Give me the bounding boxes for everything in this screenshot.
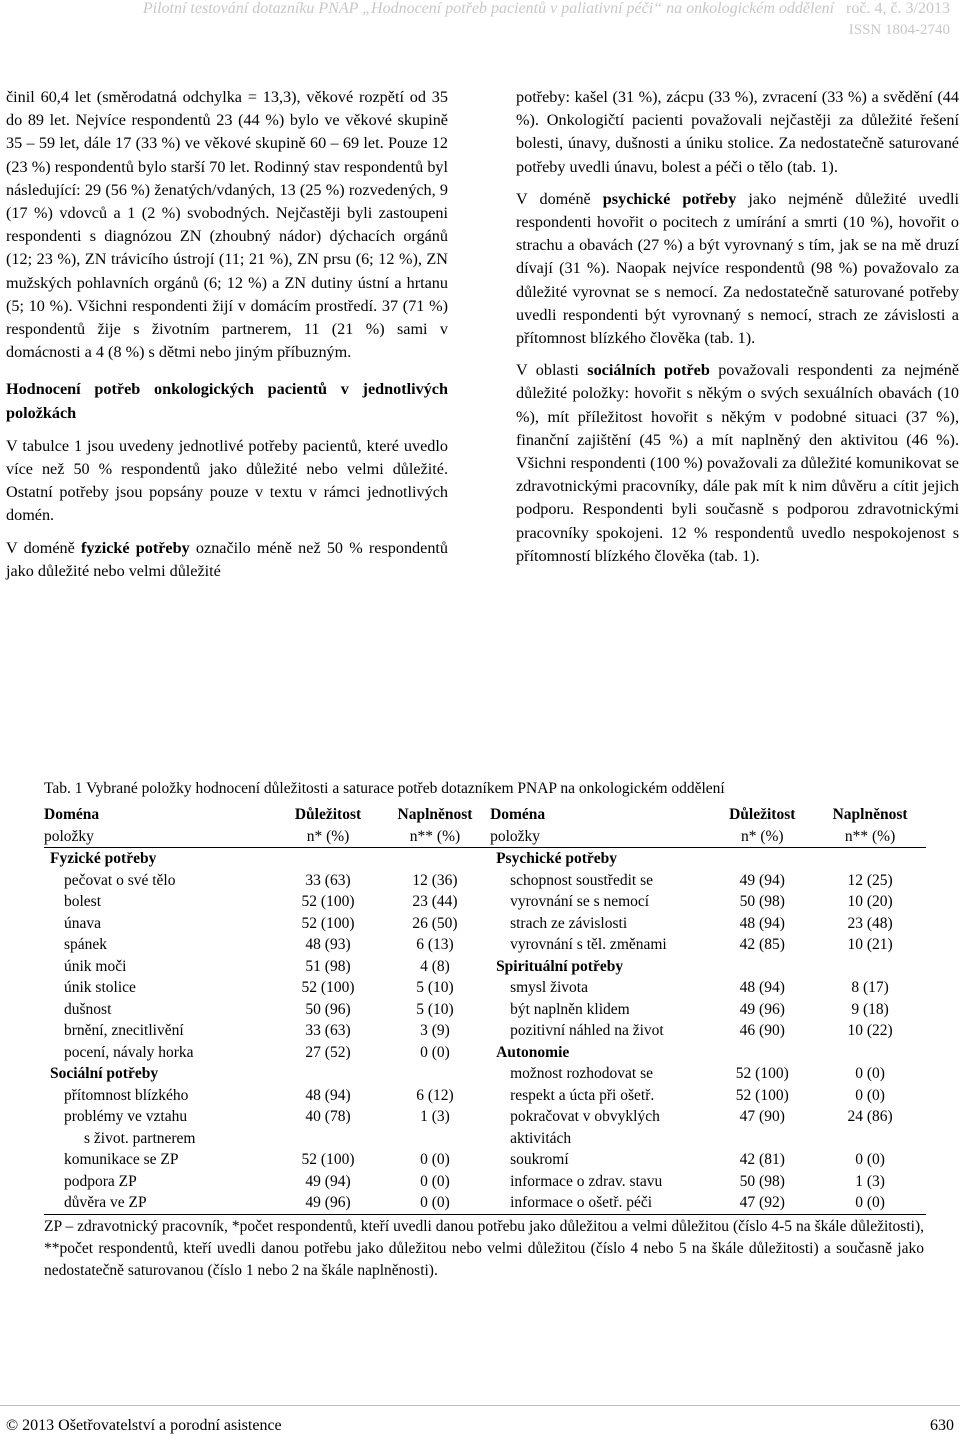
table-cell-value: 1 (3) bbox=[420, 1108, 450, 1125]
table-cell-value: 0 (0) bbox=[420, 1043, 450, 1061]
table-item-label: aktivitách bbox=[510, 1129, 572, 1147]
table-group-label: Fyzické potřeby bbox=[50, 850, 157, 867]
footer-divider bbox=[0, 1405, 960, 1406]
th-items-right: položky bbox=[490, 826, 710, 848]
table-row bbox=[44, 1128, 926, 1150]
rp3-post: považovali respondenti za nejméně důležité položky: hovořit s někým o svých sexuálních obavách (10 %), mít příležitost hovořit s někým v podobné situaci (37 %), finanční zajištění (45 %) a mít naplněný den aktivitou (46 %). Všichni respondenti (100 %) považovali za důležité komunikovat se zdravotnickými pracovníky, dále pak mít k nim důvěru a cítit jejich podporu. Respondenti byli současně s podporou zdravotnickými pracovníky spokojeni. 12 % respondentů uvedlo nespokojenost s přítomností blízkého člověka (tab. 1). bbox=[516, 361, 960, 565]
section-heading: Hodnocení potřeb onkologických pacientů v jednotlivých položkách bbox=[6, 380, 448, 422]
rp2-post: jako nejméně důležité uvedli respondenti hovořit o pocitech z umírání a smrti (10 %), hovořit o strachu a obavách (27 %) a být vyrovnaný s tím, jak se na mě druzí dívají (31 %). Naopak nejvíce respondentů (98 %) považovalo za důležité vyrovnat se s nemocí. Za nedostatečně saturované potřeby uvedli respondenti být vyrovnaný s nemocí, strach ze závislosti a přítomnost blízkého člověka (tab. 1). bbox=[516, 189, 959, 348]
table-cell-value bbox=[814, 848, 926, 870]
table-cell-value bbox=[710, 956, 814, 978]
page-number: 630 bbox=[930, 1417, 954, 1434]
table-row bbox=[44, 999, 926, 1021]
table-row bbox=[44, 1106, 926, 1128]
table-cell-value bbox=[710, 1042, 814, 1064]
table-item-label: problémy ve vztahu bbox=[64, 1108, 188, 1125]
table-item-label: být naplněn klidem bbox=[510, 1000, 630, 1018]
table-cell-value: 42 (85) bbox=[739, 936, 785, 953]
table-item-label: pokračovat v obvyklých bbox=[510, 1108, 660, 1125]
table-cell-value: 52 (100) bbox=[735, 1065, 789, 1082]
left-paragraph-3 bbox=[6, 537, 448, 583]
table-row bbox=[44, 848, 926, 870]
th-n-left: n* (%) bbox=[276, 826, 380, 848]
th-saturation-right: Naplněnost bbox=[832, 806, 908, 823]
table-row bbox=[44, 870, 926, 892]
table-item-label: respekt a úcta při ošetř. bbox=[510, 1086, 655, 1104]
table-row bbox=[44, 977, 926, 999]
table-cell-value: 49 (96) bbox=[276, 1192, 380, 1214]
table-row bbox=[44, 934, 926, 956]
table-header-row-2 bbox=[44, 826, 926, 848]
table-caption: Tab. 1 Vybrané položky hodnocení důležitosti a saturace potřeb dotazníkem PNAP na onkologickém oddělení bbox=[44, 780, 725, 797]
table-item-label: přítomnost blízkého bbox=[64, 1086, 189, 1104]
table-cell-value: 33 (63) bbox=[305, 1022, 351, 1039]
table-cell-value: 51 (98) bbox=[305, 957, 351, 975]
table-cell-value bbox=[380, 1063, 490, 1085]
footer-copyright: © 2013 Ošetřovatelství a porodní asistence bbox=[6, 1417, 282, 1434]
rp3-bold: sociálních potřeb bbox=[587, 361, 710, 380]
table-item-label: možnost rozhodovat se bbox=[510, 1065, 653, 1082]
p3-pre: V doméně bbox=[6, 538, 82, 557]
table-cell-value: 50 (98) bbox=[739, 893, 785, 910]
table-cell-value: 10 (20) bbox=[847, 893, 893, 910]
table-cell-value: 40 (78) bbox=[305, 1108, 351, 1125]
table-cell-value: 49 (96) bbox=[739, 1000, 785, 1018]
header-volume: roč. 4, č. 3/2013 bbox=[846, 0, 950, 17]
table-group-label: Sociální potřeby bbox=[50, 1065, 159, 1082]
table-cell-value: 48 (94) bbox=[739, 979, 785, 996]
table-cell-value bbox=[276, 1128, 380, 1150]
needs-table bbox=[44, 804, 926, 1215]
table-item-label: informace o ošetř. péči bbox=[490, 1192, 710, 1214]
table-group-label: Psychické potřeby bbox=[496, 850, 618, 867]
table-cell-value: 48 (94) bbox=[305, 1086, 351, 1104]
table-cell-value: 1 (3) bbox=[855, 1172, 885, 1190]
table-row bbox=[44, 1192, 926, 1214]
th-items-left: položky bbox=[44, 826, 276, 848]
table-cell-value: 5 (10) bbox=[416, 1000, 454, 1018]
th-domain-right: Doména bbox=[490, 806, 546, 823]
table-cell-value: 23 (44) bbox=[412, 893, 458, 910]
table-cell-value: 3 (9) bbox=[420, 1022, 450, 1039]
right-paragraph-1: potřeby: kašel (31 %), zácpu (33 %), zvracení (33 %) a svědění (44 %). Onkologičtí pacienti považovali nejčastěji za důležité řešení bolesti, únavy, dušnosti a úniku stolice. Za nedostatečně saturované potřeby uvedli únavu, bolest a péči o tělo (tab. 1). bbox=[516, 88, 959, 176]
table-item-label: strach ze závislosti bbox=[510, 914, 628, 932]
th-importance-right: Důležitost bbox=[729, 806, 796, 823]
table-cell-value: 10 (21) bbox=[847, 936, 893, 953]
table-cell-value bbox=[380, 1128, 490, 1150]
table-cell-value bbox=[814, 956, 926, 978]
table-cell-value bbox=[276, 848, 380, 870]
table-cell-value: 48 (93) bbox=[305, 936, 351, 953]
table-row bbox=[44, 1171, 926, 1193]
left-paragraph-2: V tabulce 1 jsou uvedeny jednotlivé potřeby pacientů, které uvedlo více než 50 % respondentů jako důležité nebo velmi důležité. Ostatní potřeby jsou popsány pouze v textu v rámci jednotlivých domén. bbox=[6, 436, 448, 525]
left-column bbox=[6, 86, 448, 592]
table-note: ZP – zdravotnický pracovník, *počet respondentů, kteří uvedli danou potřebu jako důležitou a velmi důležitou (číslo 4-5 na škále důležitosti), **počet respondentů, kteří uvedli danou potřebu jako důležitou nebo velmi důležitou (číslo 4 nebo 5 na škále důležitosti) a současně jako nedostatečně saturovanou (číslo 1 nebo 2 na škále naplněnosti). bbox=[44, 1218, 924, 1279]
table-item-label: smysl života bbox=[510, 979, 588, 996]
running-header bbox=[0, 0, 960, 48]
table-cell-value: 49 (94) bbox=[739, 871, 785, 889]
table-cell-value bbox=[710, 848, 814, 870]
table-item-label: pozitivní náhled na život bbox=[510, 1022, 664, 1039]
table-cell-value: 8 (17) bbox=[851, 979, 889, 996]
table-cell-value: 24 (86) bbox=[847, 1108, 893, 1125]
table-cell-value: 52 (100) bbox=[735, 1086, 789, 1104]
th-nn-right: n** (%) bbox=[814, 826, 926, 848]
right-column bbox=[516, 86, 959, 577]
table-item-label: komunikace se ZP bbox=[64, 1151, 179, 1168]
table-cell-value: 0 (0) bbox=[855, 1151, 885, 1168]
table-cell-value: 4 (8) bbox=[420, 957, 450, 975]
rp3-pre: V oblasti bbox=[516, 361, 588, 380]
rp2-bold: psychické potřeby bbox=[602, 189, 737, 208]
table-group-label: Spirituální potřeby bbox=[496, 957, 624, 975]
table-cell-value: 52 (100) bbox=[301, 979, 355, 996]
table-cell-value: 0 (0) bbox=[855, 1065, 885, 1082]
table-cell-value: 6 (12) bbox=[416, 1086, 454, 1104]
table-cell-value bbox=[276, 1063, 380, 1085]
table-item-label: soukromí bbox=[510, 1151, 569, 1168]
header-line bbox=[143, 0, 950, 18]
table-cell-value bbox=[380, 848, 490, 870]
table-cell-value: 47 (92) bbox=[710, 1192, 814, 1214]
table-cell-value: 0 (0) bbox=[420, 1172, 450, 1190]
table-cell-value: 26 (50) bbox=[412, 914, 458, 932]
table-cell-value: 5 (10) bbox=[416, 979, 454, 996]
table-cell-value bbox=[814, 1042, 926, 1064]
table-cell-value: 50 (96) bbox=[305, 1000, 351, 1018]
table-row bbox=[44, 1042, 926, 1064]
table-item-label: spánek bbox=[64, 936, 108, 953]
table-item-label: schopnost soustředit se bbox=[510, 871, 653, 889]
table-cell-value: 0 (0) bbox=[420, 1151, 450, 1168]
header-issn: ISSN 1804-2740 bbox=[848, 22, 950, 38]
table-row bbox=[44, 891, 926, 913]
table-item-label: vyrovnání se s nemocí bbox=[510, 893, 650, 910]
table-cell-value: 0 (0) bbox=[855, 1086, 885, 1104]
table-row bbox=[44, 1085, 926, 1107]
table-cell-value: 10 (22) bbox=[847, 1022, 893, 1039]
table-cell-value: 27 (52) bbox=[305, 1043, 351, 1061]
table-header-row-1 bbox=[44, 804, 926, 826]
table-cell-value: 52 (100) bbox=[301, 914, 355, 932]
table-row bbox=[44, 956, 926, 978]
th-saturation-left: Naplněnost bbox=[397, 806, 473, 823]
table-cell-value: 49 (94) bbox=[305, 1172, 351, 1190]
table-group-label: Autonomie bbox=[496, 1043, 570, 1061]
right-paragraph-2 bbox=[516, 188, 959, 350]
table-cell-value: 6 (13) bbox=[416, 936, 454, 953]
table-cell-value: 47 (90) bbox=[739, 1108, 785, 1125]
table-item-label: vyrovnání s těl. změnami bbox=[510, 936, 667, 953]
table-row bbox=[44, 1063, 926, 1085]
table-cell-value: 23 (48) bbox=[847, 914, 893, 932]
table-cell-value: 52 (100) bbox=[301, 1151, 355, 1168]
th-importance-left: Důležitost bbox=[294, 806, 362, 823]
table-item-label: důvěra ve ZP bbox=[44, 1192, 276, 1214]
table-cell-value: 9 (18) bbox=[851, 1000, 889, 1018]
th-n-right: n* (%) bbox=[710, 826, 814, 848]
table-cell-value: 42 (81) bbox=[739, 1151, 785, 1168]
table-cell-value: 50 (98) bbox=[739, 1172, 785, 1190]
table-item-label: dušnost bbox=[64, 1000, 112, 1018]
table-cell-value: 46 (90) bbox=[739, 1022, 785, 1039]
table-cell-value bbox=[710, 1128, 814, 1150]
rp2-pre: V doméně bbox=[516, 189, 603, 208]
table-cell-value: 33 (63) bbox=[305, 871, 351, 889]
table-item-label: pocení, návaly horka bbox=[64, 1043, 194, 1061]
th-nn-left: n** (%) bbox=[380, 826, 490, 848]
table-item-label: únik stolice bbox=[64, 979, 136, 996]
table-cell-value: 0 (0) bbox=[814, 1192, 926, 1214]
table-item-label: podpora ZP bbox=[64, 1172, 137, 1190]
table-item-label: únik moči bbox=[64, 957, 127, 975]
header-title: Pilotní testování dotazníku PNAP „Hodnocení potřeb pacientů v paliativní péči“ na onkologickém oddělení bbox=[142, 0, 835, 17]
table-cell-value: 0 (0) bbox=[380, 1192, 490, 1214]
table-item-label: únava bbox=[64, 914, 102, 932]
table-cell-value: 12 (36) bbox=[412, 871, 458, 889]
table-row bbox=[44, 913, 926, 935]
table-item-label: brnění, znecitlivění bbox=[64, 1022, 184, 1039]
table-item-label: s život. partnerem bbox=[84, 1129, 196, 1147]
table-row bbox=[44, 1020, 926, 1042]
p3-post: označilo méně než 50 % respondentů jako důležité nebo velmi důležité bbox=[6, 538, 449, 580]
th-domain-left: Doména bbox=[44, 806, 100, 823]
table-item-label: bolest bbox=[64, 893, 102, 910]
p3-bold: fyzické potřeby bbox=[81, 538, 190, 557]
table-cell-value: 12 (25) bbox=[847, 871, 893, 889]
table-cell-value: 52 (100) bbox=[301, 893, 355, 910]
table-row bbox=[44, 1149, 926, 1171]
table-cell-value bbox=[814, 1128, 926, 1150]
table-item-label: pečovat o své tělo bbox=[64, 871, 176, 889]
table-item-label: informace o zdrav. stavu bbox=[510, 1172, 663, 1190]
left-paragraph-1: činil 60,4 let (směrodatná odchylka = 13,3), věkové rozpětí od 35 do 89 let. Nejvíce respondentů 23 (44 %) bylo ve věkové skupině 35 – 59 let, dále 17 (33 %) ve věkové skupině 60 – 69 let. Pouze 12 (23 %) respondentů bylo starší 70 let. Rodinný stav respondentů byl následující: 29 (56 %) ženatých/vdaných, 13 (25 %) rozvedených, 9 (17 %) vdovců a 1 (2 %) svobodných. Nejčastěji byli zastoupeni respondenti s diagnózou ZN (zhoubný nádor) dýchacích orgánů (12; 23 %), ZN trávicího ústrojí (11; 21 %), ZN prsu (6; 12 %), ZN mužských pohlavních orgánů (6; 12 %) a ZN dutiny ústní a hrtanu (5; 10 %). Všichni respondenti žijí v domácím prostředí. 37 (71 %) respondentů žije s životním partnerem, 11 (21 %) sami v domácnosti a 4 (8 %) s dětmi nebo jiným příbuzným. bbox=[6, 88, 448, 362]
right-paragraph-3 bbox=[516, 359, 959, 568]
table-cell-value: 48 (94) bbox=[739, 914, 785, 932]
